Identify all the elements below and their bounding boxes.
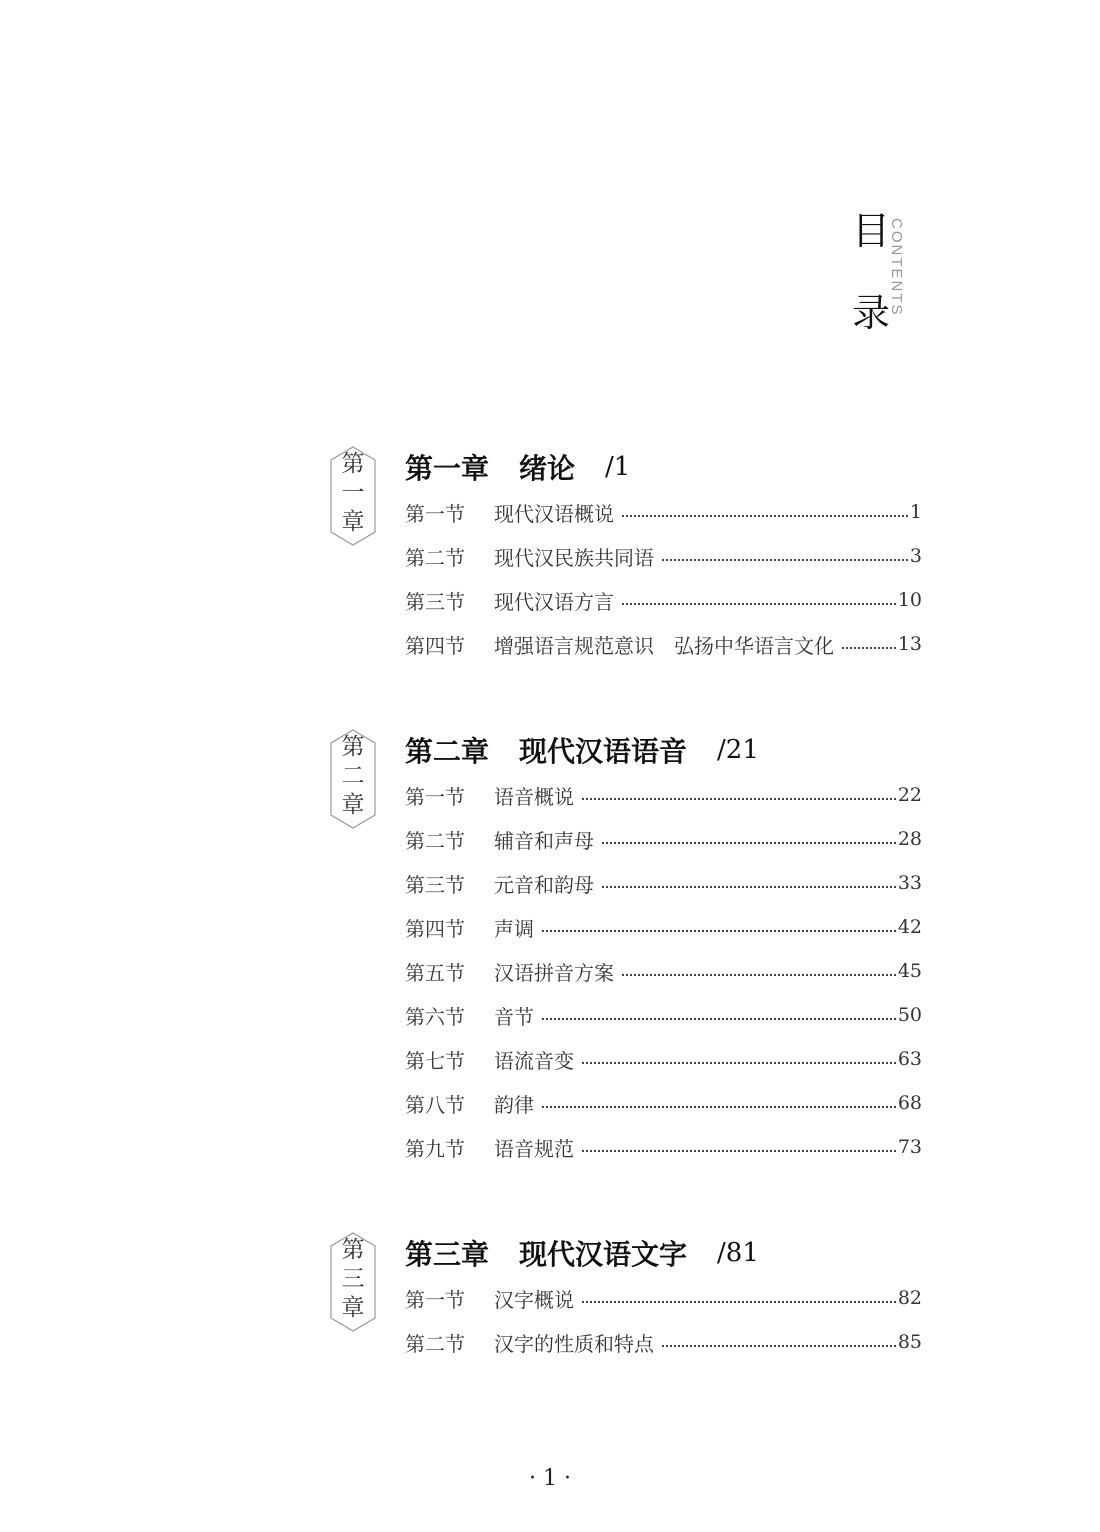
section-page: 10	[897, 589, 922, 611]
chapter-number: 第二章	[405, 735, 490, 768]
dot-leader	[542, 930, 896, 932]
badge-char: 第	[341, 1237, 365, 1263]
dot-leader	[622, 515, 908, 517]
section-label: 第三节	[405, 872, 465, 897]
dot-leader	[602, 886, 896, 888]
chapter-3	[330, 1230, 922, 1364]
section-label: 第四节	[405, 916, 465, 941]
section-label: 第四节	[405, 633, 465, 658]
chapter-page: /81	[717, 1238, 759, 1268]
section-title: 现代汉语方言	[494, 589, 614, 614]
chapter-badge	[330, 1232, 376, 1328]
section-label: 第六节	[405, 1004, 465, 1029]
dot-leader	[542, 1106, 896, 1108]
section-label: 第五节	[405, 960, 465, 985]
badge-char: 一	[341, 480, 365, 506]
section-title: 声调	[494, 916, 534, 941]
dot-leader	[622, 603, 896, 605]
chapter-title[interactable]	[405, 444, 922, 490]
section-label: 第一节	[405, 784, 465, 809]
section-title: 元音和韵母	[494, 872, 594, 897]
section-title: 音节	[494, 1004, 534, 1029]
section-title: 汉语拼音方案	[494, 960, 614, 985]
section-label: 第九节	[405, 1136, 465, 1161]
toc-entry[interactable]	[405, 905, 922, 949]
chapter-title[interactable]	[405, 1230, 922, 1276]
dot-leader	[602, 842, 896, 844]
section-page: 63	[897, 1048, 922, 1070]
section-label: 第一节	[405, 1287, 465, 1312]
chapter-1	[330, 444, 922, 666]
section-title: 语流音变	[494, 1048, 574, 1073]
heading-lu: 录	[852, 291, 891, 335]
section-title: 语音规范	[494, 1136, 574, 1161]
page-number: · 1 ·	[529, 1466, 571, 1491]
badge-char: 三	[341, 1266, 365, 1292]
section-title: 韵律	[494, 1092, 534, 1117]
toc-entry[interactable]	[405, 993, 922, 1037]
badge-char: 章	[341, 1295, 365, 1321]
dot-leader	[662, 559, 908, 561]
heading-mu: 目	[852, 209, 891, 253]
chapter-page: /1	[605, 452, 631, 482]
section-page: 1	[909, 501, 922, 523]
chapter-number: 第一章	[405, 452, 490, 485]
section-label: 第一节	[405, 501, 465, 526]
toc-entry[interactable]	[405, 1037, 922, 1081]
section-title: 语音概说	[494, 784, 574, 809]
chapter-badge	[330, 729, 376, 825]
dot-leader	[582, 798, 896, 800]
section-page: 85	[897, 1331, 922, 1353]
toc-entry[interactable]	[405, 622, 922, 666]
badge-char: 章	[341, 509, 365, 535]
section-page: 50	[897, 1004, 922, 1026]
toc-entry[interactable]	[405, 1081, 922, 1125]
chapter-page: /21	[717, 735, 759, 765]
section-label: 第二节	[405, 828, 465, 853]
dot-leader	[582, 1062, 896, 1064]
chapter-badge	[330, 446, 376, 542]
toc-entry[interactable]	[405, 949, 922, 993]
toc-entry[interactable]	[405, 861, 922, 905]
badge-char: 第	[341, 734, 365, 760]
heading-contents: CONTENTS	[888, 218, 905, 317]
section-page: 42	[897, 916, 922, 938]
section-label: 第二节	[405, 1331, 465, 1356]
section-page: 73	[897, 1136, 922, 1158]
dot-leader	[622, 974, 896, 976]
toc-entry[interactable]	[405, 534, 922, 578]
dot-leader	[842, 647, 896, 649]
dot-leader	[582, 1150, 896, 1152]
badge-char: 章	[341, 792, 365, 818]
section-label: 第七节	[405, 1048, 465, 1073]
chapter-name: 现代汉语语音	[519, 735, 688, 768]
section-title: 增强语言规范意识 弘扬中华语言文化	[494, 633, 834, 658]
toc-entry[interactable]	[405, 817, 922, 861]
section-title: 现代汉语概说	[494, 501, 614, 526]
badge-char: 第	[341, 451, 365, 477]
toc-entry[interactable]	[405, 578, 922, 622]
section-page: 13	[897, 633, 922, 655]
toc-entry[interactable]	[405, 773, 922, 817]
section-page: 28	[897, 828, 922, 850]
section-label: 第八节	[405, 1092, 465, 1117]
badge-char: 二	[341, 763, 365, 789]
section-page: 3	[909, 545, 922, 567]
section-page: 68	[897, 1092, 922, 1114]
section-title: 辅音和声母	[494, 828, 594, 853]
section-page: 33	[897, 872, 922, 894]
section-label: 第二节	[405, 545, 465, 570]
chapter-2	[330, 727, 922, 1169]
section-page: 45	[897, 960, 922, 982]
dot-leader	[582, 1301, 896, 1303]
dot-leader	[542, 1018, 896, 1020]
section-page: 22	[897, 784, 922, 806]
section-page: 82	[897, 1287, 922, 1309]
toc-entry[interactable]	[405, 1125, 922, 1169]
chapter-name: 绪论	[519, 452, 576, 485]
section-title: 汉字的性质和特点	[494, 1331, 654, 1356]
chapter-name: 现代汉语文字	[519, 1238, 688, 1271]
section-title: 汉字概说	[494, 1287, 574, 1312]
chapter-number: 第三章	[405, 1238, 490, 1271]
dot-leader	[662, 1345, 896, 1347]
chapter-title[interactable]	[405, 727, 922, 773]
toc-entry[interactable]	[405, 1276, 922, 1320]
toc-entry[interactable]	[405, 490, 922, 534]
section-title: 现代汉民族共同语	[494, 545, 654, 570]
section-label: 第三节	[405, 589, 465, 614]
toc-entry[interactable]	[405, 1320, 922, 1364]
